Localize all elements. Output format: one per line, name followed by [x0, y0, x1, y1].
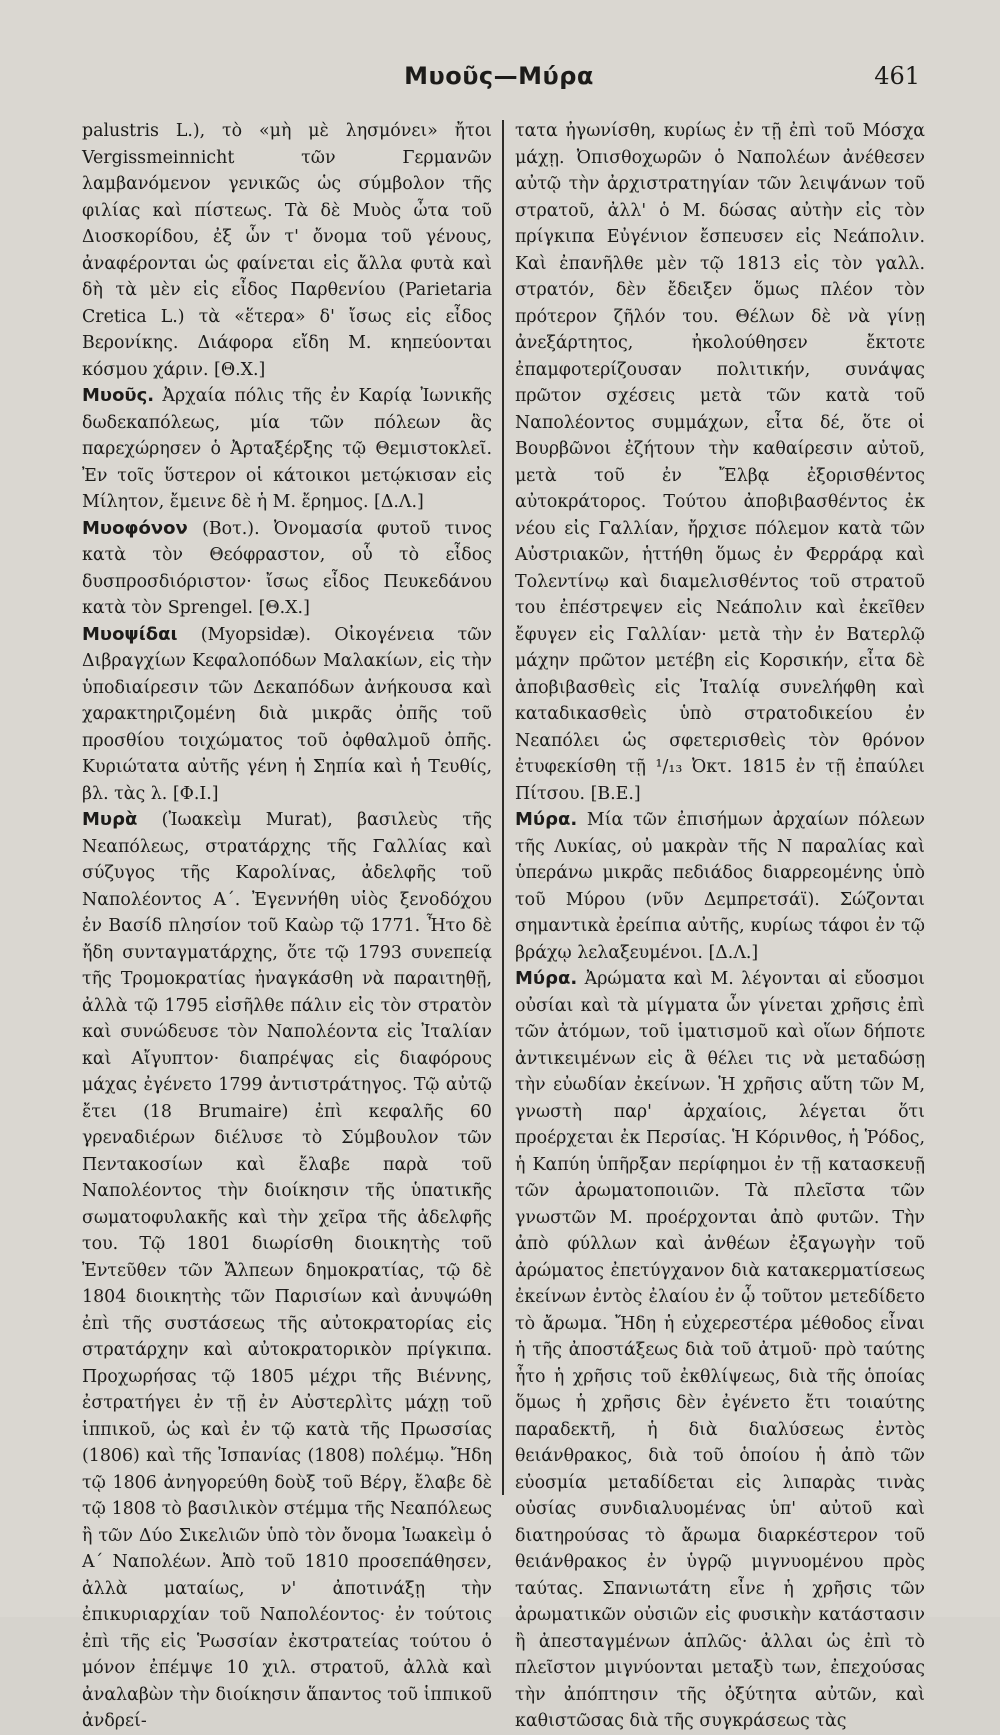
- entry-text: Μία τῶν ἐπισήμων ἀρχαίων πόλεων τῆς Λυκίας, οὐ μακρὰν τῆς Ν παραλίας καὶ ὑπεράνω μικρᾶς πεδιάδος διαρρεομένης ὑπὸ τοῦ Μύρου (νῦν Δεμπρετσάϊ). Σώζονται σημαντικὰ ἐρείπια αὐτῆς, κυρίως τάφοι ἐν τῷ βράχῳ λελαξευμένοι. [Δ.Λ.]: [515, 810, 925, 963]
- page-header: [78, 58, 920, 98]
- entry-myra-perfumes: [515, 966, 925, 1735]
- continuation-text: palustris L.), τὸ «μὴ μὲ λησμόνει» ἤτοι Vergissmeinnicht τῶν Γερμανῶν λαμβανόμενον γενικῶς ὡς σύμβολον τῆς φιλίας καὶ πίστεως. Τὰ δὲ Μυὸς ὦτα τοῦ Διοσκορίδου, ἐξ ὧν τ' ὄνομα τοῦ γένους, ἀναφέρονται ὡς φαίνεται εἰς ἄλλα φυτὰ καὶ δὴ τὰ μὲν εἰς εἶδος Παρθενίου (Parietaria Cretica L.) τὰ «ἕτερα» δ' ἴσως εἰς εἶδος Βερονίκης. Διάφορα εἴδη Μ. κηπεύονται κόσμου χάριν. [Θ.Χ.]: [82, 121, 492, 380]
- entry-text: Ἀρώματα καὶ Μ. λέγονται αἱ εὔοσμοι οὐσίαι καὶ τὰ μίγματα ὧν γίνεται χρῆσις ἐπὶ τῶν ἀτόμων, τοῦ ἱματισμοῦ καὶ οἵων δήποτε ἀντικειμένων εἰς ἃ θέλει τις νὰ μεταδώσῃ τὴν εὐωδίαν ἐκείνων. Ἡ χρῆσις αὕτη τῶν Μ, γνωστὴ παρ' ἀρχαίοις, λέγεται ὅτι προέρχεται ἐκ Περσίας. Ἡ Κόρινθος, ἡ Ῥόδος, ἡ Καπύη ὑπῆρξαν περίφημοι ἐν τῇ κατασκευῇ τῶν ἀρωματοποιιῶν. Τὰ πλεῖστα τῶν γνωστῶν Μ. προέρχονται ἀπὸ φυτῶν. Τὴν ἀπὸ φύλλων καὶ ἀνθέων ἐξαγωγὴν τοῦ ἀρώματος ἐπετύγχανον διὰ κατακερματίσεως ἐκείνων ἐντὸς ἐλαίου ἐν ᾧ τοῦτον μετεδίδετο τὸ ἄρωμα. Ἤδη ἡ εὐχερεστέρα μέθοδος εἶναι ἡ τῆς ἀποστάξεως διὰ τοῦ ἀτμοῦ· πρὸ ταύτης ἦτο ἡ χρῆσις τοῦ ἐκθλίψεως, διὰ τῆς ὁποίας ὅμως ἡ χρῆσις δὲν ἐγένετο ἔτι τοιαύτης παραδεκτῆ, ἡ διὰ διαλύσεως ἐντὸς θειάνθρακος, διὰ τοῦ ὁποίου ἡ ἀπὸ τῶν εὐοσμία μεταδίδεται εἰς λιπαρὰς τινὰς οὐσίας συνδιαλυομένας ὑπ' αὐτοῦ καὶ διατηρούσας τὸ ἄρωμα διαρκέστερον τοῦ θειάνθρακος ἐν ὑγρῷ μιγνυομένου πρὸς ταύτας. Σπανιωτάτη εἶνε ἡ χρῆσις τῶν ἀρωματικῶν οὐσιῶν εἰς φυσικὴν κατάστασιν ἢ ἀπεσταγμένων ἁπλῶς· ἀλλαι ὡς ἐπὶ τὸ πλεῖστον μιγνύονται μεταξὺ των, ἐπεχούσας τὴν ἀπόπτησιν τῆς ὀξύτητα αὐτῶν, καὶ καθιστῶσας διὰ τῆς συγκράσεως τὰς: [515, 969, 925, 1731]
- entry-text: (Ἰωακεὶμ Murat), βασιλεὺς τῆς Νεαπόλεως, στρατάρχης τῆς Γαλλίας καὶ σύζυγος τῆς Καρολίνας, ἀδελφῆς τοῦ Ναπολέοντος Α΄. Ἐγεννήθη υἱὸς ξενοδόχου ἐν Βασίδ πλησίον τοῦ Καὼρ τῷ 1771. Ἦτο δὲ ἤδη συνταγματάρχης, ὅτε τῷ 1793 συνεπείᾳ τῆς Τρομοκρατίας ἠναγκάσθη νὰ παραιτηθῇ, ἀλλὰ τῷ 1795 εἰσῆλθε πάλιν εἰς τὸν στρατὸν καὶ συνώδευσε τὸν Ναπολέοντα εἰς Ἰταλίαν καὶ Αἴγυπτον· διαπρέψας εἰς διαφόρους μάχας ἐγένετο 1799 ἀντιστράτηγος. Τῷ αὐτῷ ἔτει (18 Brumaire) ἐπὶ κεφαλῆς 60 γρεναδιέρων διέλυσε τὸ Σύμβουλον τῶν Πεντακοσίων καὶ ἔλαβε παρὰ τοῦ Ναπολέοντος τὴν διοίκησιν τῆς ὑπατικῆς σωματοφυλακῆς καὶ τὴν χεῖρα τῆς ἀδελφῆς του. Τῷ 1801 διωρίσθη διοικητὴς τοῦ Ἐντεῦθεν τῶν Ἄλπεων δημοκρατίας, τῷ δὲ 1804 διοικητὴς τῶν Παρισίων καὶ ἀνυψώθη ἐπὶ τῆς συστάσεως τῆς αὐτοκρατορίας εἰς στρατάρχην καὶ αὐτοκρατορικὸν πρίγκιπα. Προχωρήσας τῷ 1805 μέχρι τῆς Βιέννης, ἐστρατήγει ἐν τῇ ἐν Αὐστερλὶτς μάχῃ τοῦ ἱππικοῦ, ὡς καὶ ἐν τῷ κατὰ τῆς Πρωσσίας (1806) καὶ τῆς Ἰσπανίας (1808) πολέμῳ. Ἤδη τῷ 1806 ἀνηγορεύθη δοὺξ τοῦ Βέργ, ἔλαβε δὲ τῷ 1808 τὸ βασιλικὸν στέμμα τῆς Νεαπόλεως ἢ τῶν Δύο Σικελιῶν ὑπὸ τὸν ὄνομα Ἰωακεὶμ ὁ Α΄ Ναπολέων. Ἀπὸ τοῦ 1810 προσεπάθησεν, ἀλλὰ ματαίως, ν' ἀποτινάξῃ τὴν ἐπικυριαρχίαν τοῦ Ναπολέοντος· ἐν τούτοις ἐπὶ τῆς εἰς Ῥωσσίαν ἐκστρατείας τούτου ὁ μόνον ἐπέμψε 10 χιλ. στρατοῦ, ἀλλὰ καὶ ἀναλαβὼν τὴν διοίκησιν ἅπαντος τοῦ ἱππικοῦ ἀνδρεί-: [82, 810, 492, 1731]
- entry-myopsidae: [82, 622, 492, 808]
- entry-headword: Μυοψίδαι: [82, 623, 178, 645]
- left-column: [82, 118, 492, 1731]
- entry-headword: Μυρὰ: [82, 809, 138, 830]
- right-column: [515, 118, 925, 1731]
- entry-text: Ἀρχαία πόλις τῆς ἐν Καρίᾳ Ἰωνικῆς δωδεκαπόλεως, μία τῶν πόλεων ἃς παρεχώρησεν ὁ Ἀρταξέρξης τῷ Θεμιστοκλεῖ. Ἐν τοῖς ὕστερον οἱ κάτοικοι μετῴκισαν εἰς Μίλητον, ἔμεινε δὲ ἡ Μ. ἔρημος. [Δ.Λ.]: [82, 386, 492, 512]
- entry-headword: Μύρα.: [515, 968, 578, 989]
- entry-text: (Myopsidæ). Οἰκογένεια τῶν Διβραγχίων Κεφαλοπόδων Μαλακίων, εἰς τὴν ὑποδιαίρεσιν τῶν Δεκαπόδων ἀνήκουσα καὶ χαρακτηριζομένη διὰ μικρᾶς ὀπῆς τοῦ προσθίου τοιχώματος τοῦ ὀφθαλμοῦ ὀπῆς. Κυριώτατα αὐτῆς γένη ἡ Σηπία καὶ ἡ Τευθίς, βλ. τὰς λ. [Φ.Ι.]: [82, 624, 492, 804]
- column-divider: [502, 120, 504, 1495]
- entry-myofonon: [82, 516, 492, 622]
- entry-myous: [82, 383, 492, 516]
- page-number: 461: [874, 62, 920, 90]
- entry-headword: Μυοφόνον: [82, 517, 188, 539]
- entry-myra-murat: [82, 807, 492, 1735]
- running-title: Μυοῦς—Μύρα: [404, 62, 594, 90]
- entry-headword: Μυοῦς.: [82, 385, 155, 406]
- entry-text: (Βοτ.). Ὀνομασία φυτοῦ τινος κατὰ τὸν Θεόφραστον, οὗ τὸ εἶδος δυσπροσδιόριστον· ἴσως εἶδος Πευκεδάνου κατὰ τὸν Sprengel. [Θ.Χ.]: [82, 518, 492, 618]
- entry-myra-city: [515, 807, 925, 966]
- entry-headword: Μύρα.: [515, 809, 578, 830]
- continuation-text: τατα ἠγωνίσθη, κυρίως ἐν τῇ ἐπὶ τοῦ Μόσχα μάχῃ. Ὀπισθοχωρῶν ὁ Ναπολέων ἀνέθεσεν αὐτῷ τὴν ἀρχιστρατηγίαν τῶν λειψάνων τοῦ στρατοῦ, ἀλλ' ὁ Μ. δώσας αὐτὴν εἰς τὸν πρίγκιπα Εὐγένιον ἔσπευσεν εἰς Νεάπολιν. Καὶ ἐπανῆλθε μὲν τῷ 1813 εἰς τὸν γαλλ. στρατόν, δὲν ἔδειξεν ὅμως πλέον τὸν πρότερον ζῆλόν του. Θέλων δὲ νὰ γίνῃ ἀνεξάρτητος, ἠκολούθησεν ἔκτοτε ἐπαμφοτερίζουσαν πολιτικήν, συνάψας πρῶτον σχέσεις μετὰ τῶν κατὰ τοῦ Ναπολέοντος συμμάχων, εἶτα δέ, ὅτε οἱ Βουρβῶνοι ἐζήτουν τὴν καθαίρεσιν αὐτοῦ, μετὰ τοῦ ἐν Ἔλβᾳ ἐξορισθέντος αὐτοκράτορος. Τούτου ἀποβιβασθέντος ἐκ νέου εἰς Γαλλίαν, ἤρχισε πόλεμον κατὰ τῶν Αὐστριακῶν, ἡττήθη ὅμως ἐν Φερράρᾳ καὶ Τολεντίνῳ καὶ διαμελισθέντος τοῦ στρατοῦ του ἐπέστρεψεν εἰς Νεάπολιν καὶ ἐκεῖθεν ἔφυγεν εἰς Γαλλίαν· μετὰ τὴν ἐν Βατερλῷ μάχην πρῶτον μετέβη εἰς Κορσικήν, εἶτα δὲ ἀποβιβασθεὶς εἰς Ἰταλίᾳ συνελήφθη καὶ καταδικασθεὶς ὑπὸ στρατοδικείου ἐν Νεαπόλει ὡς σφετερισθεὶς τὸν θρόνον ἐτυφεκίσθη τῇ ¹/₁₃ Ὀκτ. 1815 ἐν τῇ ἐπαύλει Πίτσου. [Β.Ε.]: [515, 121, 925, 804]
